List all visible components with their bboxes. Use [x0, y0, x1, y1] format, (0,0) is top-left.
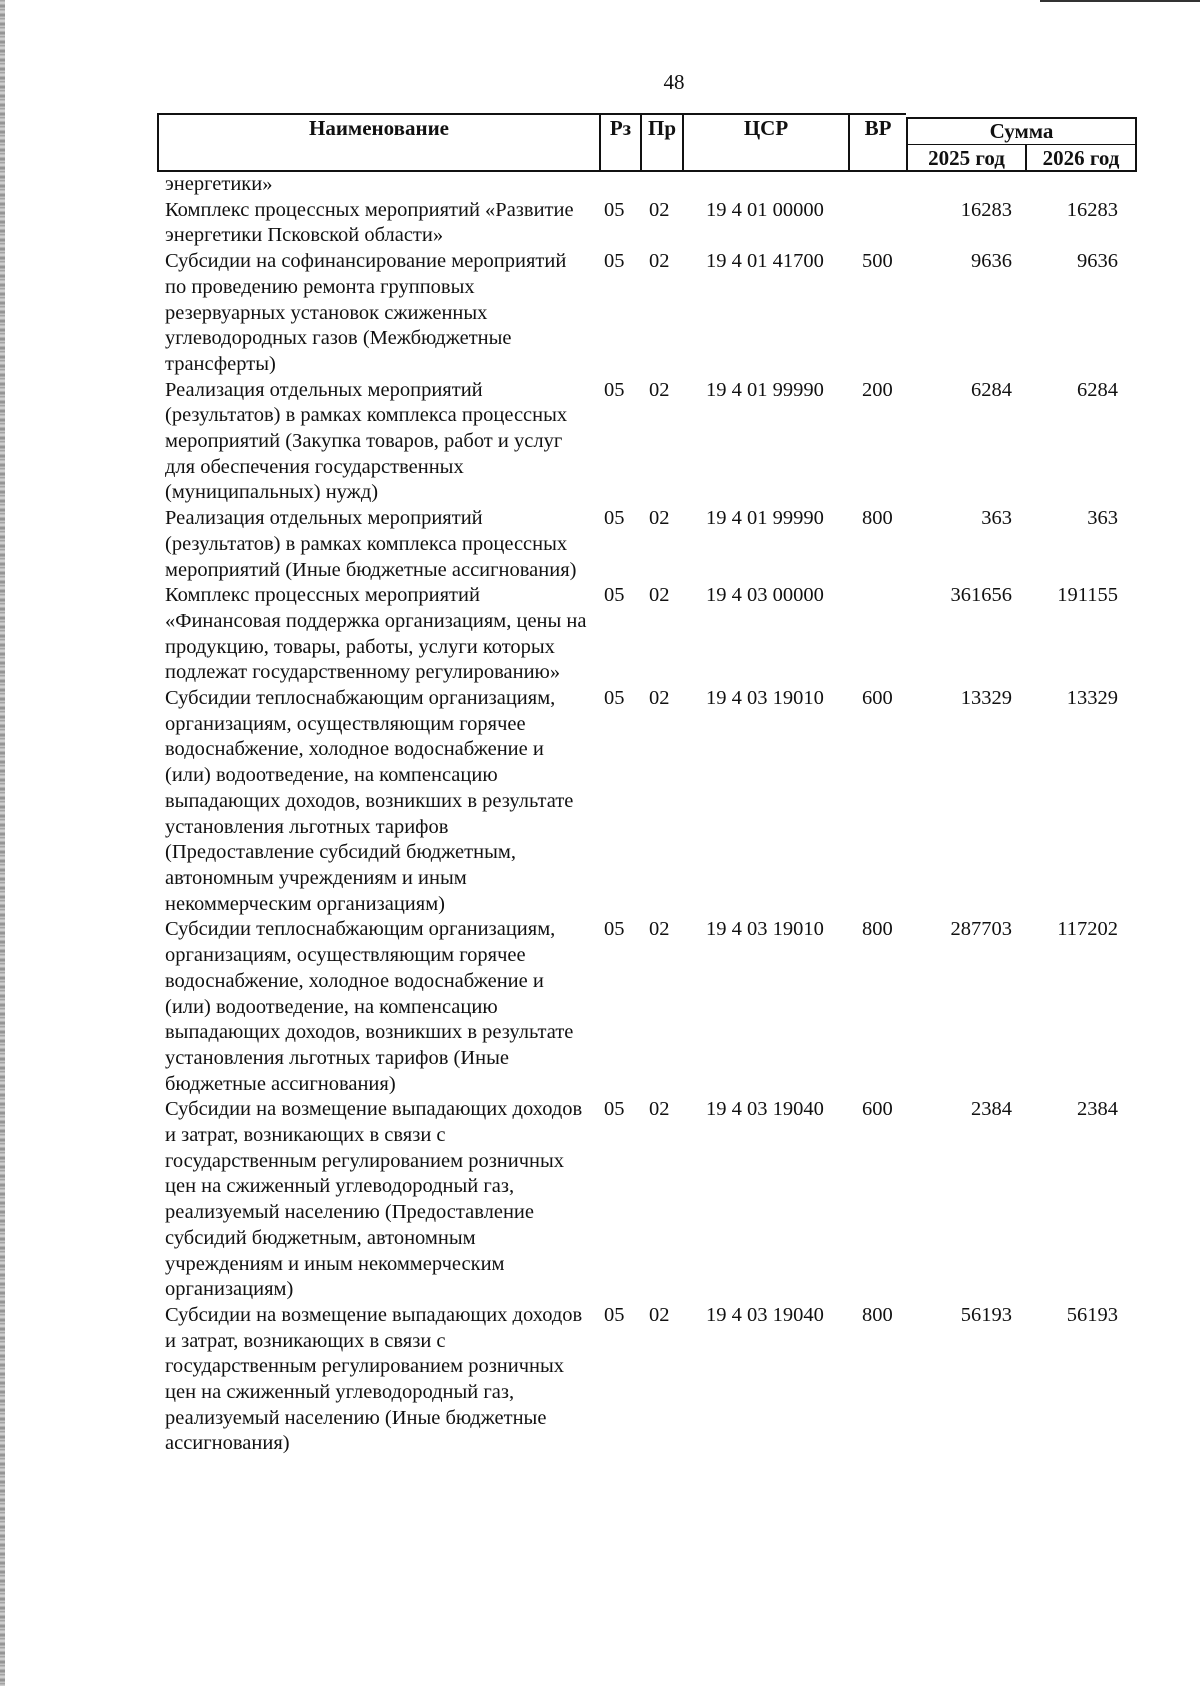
page-number: 48 — [663, 70, 685, 94]
row-pr: 02 — [649, 584, 670, 607]
table-header — [157, 113, 1137, 172]
row-rz: 05 — [604, 1303, 625, 1326]
row-csr: 19 4 01 99990 — [706, 507, 824, 530]
row-pr: 02 — [649, 507, 670, 530]
row-sum-2025: 6284 — [971, 378, 1012, 401]
row-csr: 19 4 01 99990 — [706, 378, 824, 401]
table-row — [165, 917, 1125, 1097]
row-rz: 05 — [604, 507, 625, 530]
row-vr: 500 — [862, 250, 893, 273]
header-csr-label: ЦСР — [743, 116, 789, 140]
row-pr: 02 — [649, 687, 670, 710]
scan-edge — [0, 0, 5, 1686]
row-pr: 02 — [649, 1303, 670, 1326]
row-name: Субсидии теплоснабжающим организациям, организациям, осуществляющим горячее водоснабжение, холодное водоснабжение и (или) водоотведение, на компенсацию выпадающих доходов, возникших в результате установления льготных тарифов (Предоставление субсидий бюджетным, автономным учреждениям и иным некоммерческим организациям) — [165, 687, 574, 915]
table-row — [165, 1303, 1125, 1457]
row-pr: 02 — [649, 250, 670, 273]
row-rz: 05 — [604, 584, 625, 607]
table-row — [165, 686, 1125, 917]
row-csr: 19 4 03 00000 — [706, 584, 824, 607]
row-rz: 05 — [604, 1098, 625, 1121]
row-sum-2026: 6284 — [1077, 378, 1118, 401]
row-pr: 02 — [649, 198, 670, 221]
header-sum-label: Сумма — [989, 119, 1054, 143]
row-sum-2026: 56193 — [1066, 1303, 1118, 1326]
row-sum-2026: 191155 — [1057, 584, 1118, 607]
row-vr: 600 — [862, 687, 893, 710]
header-vr-label: ВР — [864, 116, 892, 140]
row-name: энергетики» — [165, 173, 273, 195]
header-rz-label: Рз — [609, 116, 632, 140]
row-sum-2026: 9636 — [1077, 250, 1118, 273]
row-csr: 19 4 03 19010 — [706, 918, 824, 941]
header-pr-label: Пр — [647, 116, 676, 140]
row-sum-2025: 16283 — [960, 198, 1012, 221]
row-csr: 19 4 03 19040 — [706, 1303, 824, 1326]
row-csr: 19 4 01 00000 — [706, 198, 824, 221]
row-name: Субсидии на возмещение выпадающих доходов и затрат, возникающих в связи с государственным регулированием розничных цен на сжиженный углеводородный газ, реализуемый населению (Иные бюджетные ассигнования) — [165, 1303, 583, 1455]
row-rz: 05 — [604, 378, 625, 401]
table-row — [165, 378, 1125, 507]
table-row — [165, 506, 1125, 583]
row-rz: 05 — [604, 198, 625, 221]
header-csr — [682, 113, 848, 172]
header-pr — [640, 113, 682, 172]
table-body — [165, 172, 1125, 1457]
table-row — [165, 583, 1125, 686]
row-name: Комплекс процессных мероприятий «Развитие энергетики Псковской области» — [165, 198, 574, 247]
row-sum-2025: 361656 — [950, 584, 1012, 607]
row-sum-2025: 287703 — [950, 918, 1012, 941]
table-row — [165, 1097, 1125, 1303]
row-vr: 600 — [862, 1098, 893, 1121]
header-year-2025 — [906, 144, 1025, 172]
header-name-label: Наименование — [309, 116, 449, 140]
row-rz: 05 — [604, 687, 625, 710]
row-name: Субсидии на возмещение выпадающих доходов и затрат, возникающих в связи с государственным регулированием розничных цен на сжиженный углеводородный газ, реализуемый населению (Предоставление субсидий бюджетным, автономным учреждениям и иным некоммерческим организациям) — [165, 1098, 583, 1301]
row-sum-2025: 9636 — [971, 250, 1012, 273]
header-year-2026-label: 2026 год — [1042, 146, 1120, 170]
row-sum-2025: 56193 — [960, 1303, 1012, 1326]
row-name: Субсидии на софинансирование мероприятий по проведению ремонта групповых резервуарных установок сжиженных углеводородных газов (Межбюджетные трансферты) — [165, 250, 567, 375]
row-sum-2026: 2384 — [1077, 1098, 1118, 1121]
table-row — [165, 249, 1125, 378]
row-name: Реализация отдельных мероприятий (результатов) в рамках комплекса процессных мероприятий (Иные бюджетные ассигнования) — [165, 507, 577, 581]
row-name: Комплекс процессных мероприятий «Финансовая поддержка организациям, цены на продукцию, товары, работы, услуги которых подлежат государственному регулированию» — [165, 584, 587, 684]
row-pr: 02 — [649, 918, 670, 941]
row-pr: 02 — [649, 378, 670, 401]
row-sum-2026: 13329 — [1066, 687, 1118, 710]
row-vr: 200 — [862, 378, 893, 401]
row-sum-2025: 363 — [981, 507, 1012, 530]
row-sum-2026: 363 — [1087, 507, 1118, 530]
table-row — [165, 198, 1125, 249]
row-sum-2026: 16283 — [1066, 198, 1118, 221]
header-year-2026 — [1025, 144, 1137, 172]
row-vr: 800 — [862, 1303, 893, 1326]
header-rz — [599, 113, 640, 172]
row-name: Субсидии теплоснабжающим организациям, организациям, осуществляющим горячее водоснабжение, холодное водоснабжение и (или) водоотведение, на компенсацию выпадающих доходов, возникших в результате установления льготных тарифов (Иные бюджетные ассигнования) — [165, 918, 574, 1095]
row-csr: 19 4 03 19010 — [706, 687, 824, 710]
row-pr: 02 — [649, 1098, 670, 1121]
top-rule — [1040, 0, 1200, 2]
header-sum — [906, 117, 1137, 144]
row-csr: 19 4 01 41700 — [706, 250, 824, 273]
row-vr: 800 — [862, 507, 893, 530]
row-sum-2025: 2384 — [971, 1098, 1012, 1121]
header-name — [157, 113, 599, 172]
row-rz: 05 — [604, 918, 625, 941]
row-sum-2025: 13329 — [960, 687, 1012, 710]
table-row — [165, 172, 1125, 198]
row-vr: 800 — [862, 918, 893, 941]
header-year-2025-label: 2025 год — [928, 146, 1005, 170]
row-name: Реализация отдельных мероприятий (результатов) в рамках комплекса процессных мероприятий (Закупка товаров, работ и услуг для обеспечения государственных (муниципальных) нужд) — [165, 378, 568, 504]
row-rz: 05 — [604, 250, 625, 273]
header-vr — [848, 113, 906, 172]
row-csr: 19 4 03 19040 — [706, 1098, 824, 1121]
row-sum-2026: 117202 — [1057, 918, 1118, 941]
